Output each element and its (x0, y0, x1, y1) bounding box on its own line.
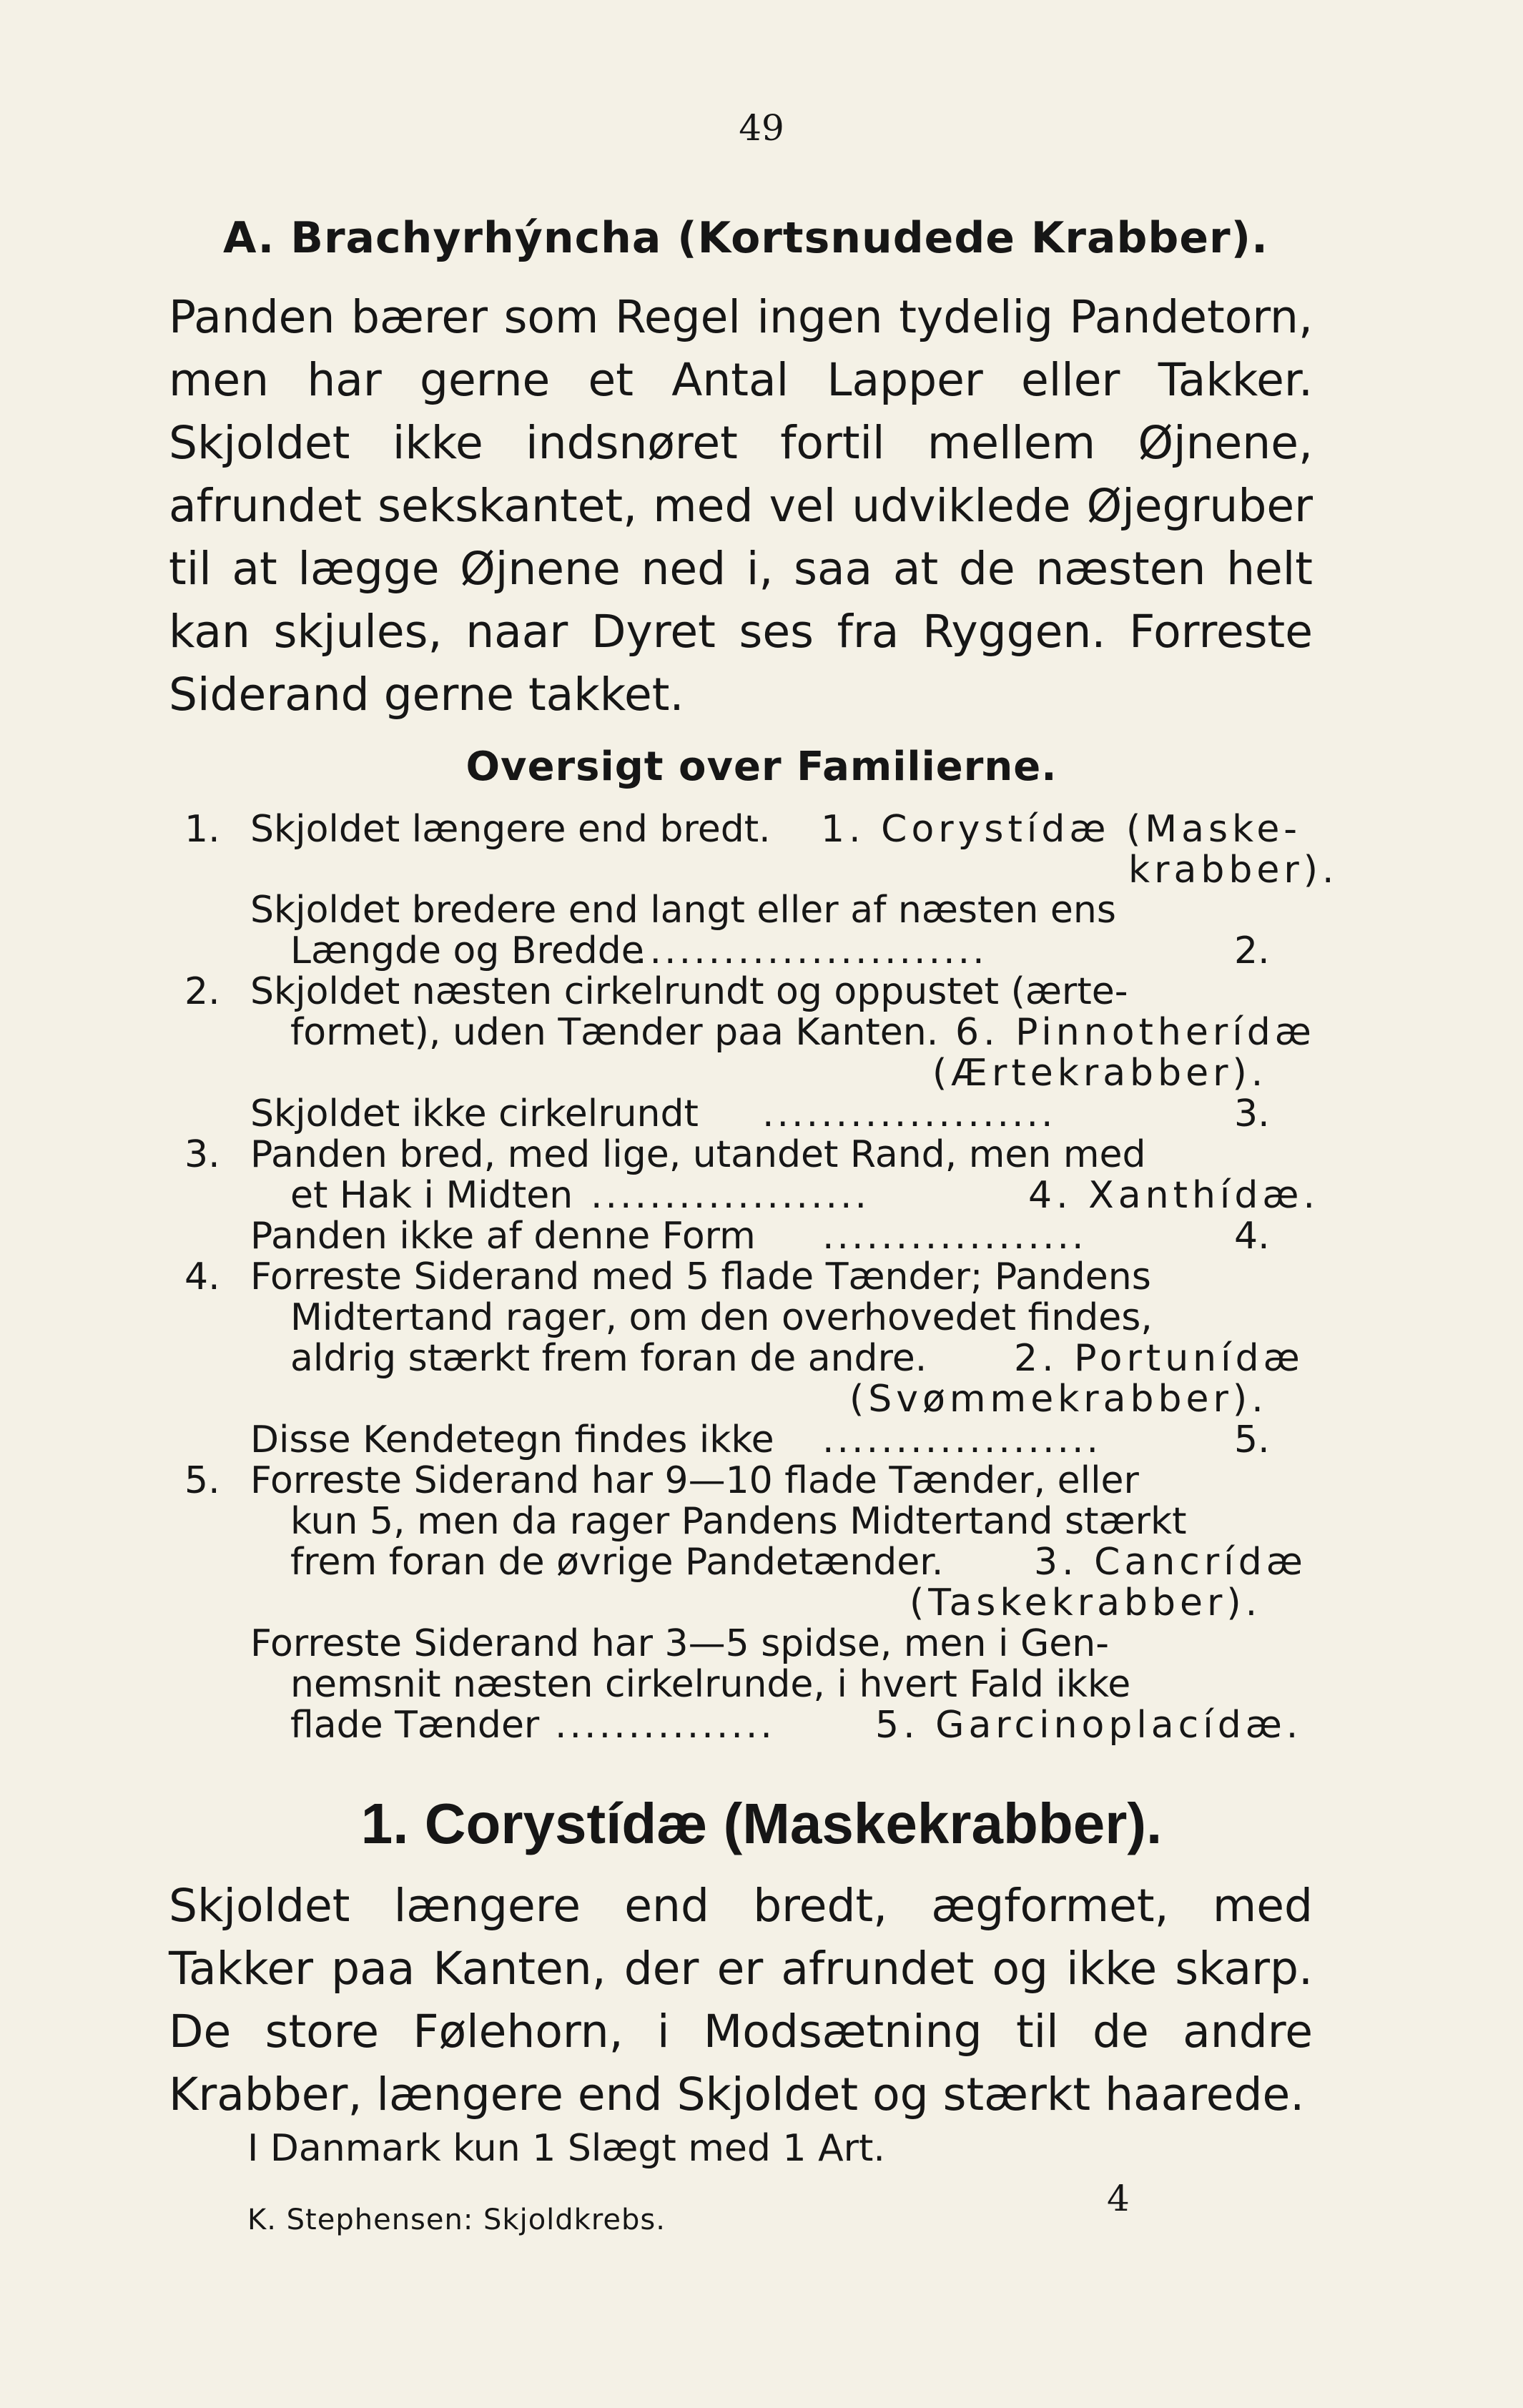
key-text: Forreste Siderand har 3—5 spidse, men i Gen- (250, 1622, 1110, 1665)
key-text: Panden ikke af denne Form (250, 1215, 756, 1258)
intro-paragraph: Panden bærer som Regel ingen tydelig Pandetorn, men har gerne et Antal Lapper eller Takker. Skjoldet ikke indsnøret fortil mellem Øjnene, afrundet sekskantet, med vel udviklede Øjegruber til at lægge Øjnene ned i, saa at de næsten helt kan skjules, naar Dyret ses fra Ryggen. Forreste Siderand gerne takket. (169, 291, 1313, 721)
key-text: kun 5, men da rager Pandens Midtertand stærkt (290, 1500, 1187, 1543)
key-result-cont: (Ærtekrabber). (932, 1052, 1268, 1095)
key-text: Skjoldet længere end bredt. (250, 808, 771, 851)
key-text: Forreste Siderand har 9—10 flade Tænder, eller (250, 1459, 1139, 1502)
key-result: 2. Portunídæ (1014, 1337, 1304, 1380)
key-reference: 5. (1234, 1418, 1270, 1461)
key-leader: .................... (762, 1092, 1056, 1135)
key-result: 1. Corystídæ (Maske- (821, 808, 1302, 851)
key-number: 1. (184, 808, 220, 851)
key-text: Skjoldet næsten cirkelrundt og oppustet (ærte- (250, 970, 1128, 1013)
key-number: 4. (184, 1255, 220, 1298)
denmark-note: I Danmark kun 1 Slægt med 1 Art. (247, 2127, 885, 2170)
key-text: Skjoldet bredere end langt eller af næsten ens (250, 889, 1116, 932)
key-text: flade Tænder (290, 1704, 540, 1747)
key-number: 3. (184, 1133, 220, 1176)
key-heading: Oversigt over Familierne. (465, 744, 1058, 790)
page-number: 49 (739, 107, 784, 149)
key-leader: .................. (822, 1215, 1087, 1258)
key-text: et Hak i Midten (290, 1174, 573, 1217)
key-text: Skjoldet ikke cirkelrundt (250, 1092, 699, 1135)
section-heading: A. Brachyrhýncha (Kortsnudede Krabber). (223, 213, 1268, 263)
key-leader: ................... (591, 1174, 870, 1217)
key-result: 5. Garcinoplacídæ. (875, 1704, 1303, 1747)
key-result: 4. Xanthídæ. (1028, 1174, 1319, 1217)
key-text: nemsnit næsten cirkelrunde, i hvert Fald ikke (290, 1663, 1131, 1706)
key-text: formet), uden Tænder paa Kanten. (290, 1011, 939, 1054)
key-leader: ............... (555, 1704, 775, 1747)
key-text: aldrig stærkt frem foran de andre. (290, 1337, 927, 1380)
key-result-cont: krabber). (1128, 849, 1339, 892)
key-text: frem foran de øvrige Pandetænder. (290, 1541, 944, 1584)
key-reference: 4. (1234, 1215, 1270, 1258)
key-result: 3. Cancrídæ (1034, 1541, 1307, 1584)
key-text: Panden bred, med lige, utandet Rand, men med (250, 1133, 1146, 1176)
key-number: 5. (184, 1459, 220, 1502)
key-text: Længde og Bredde (290, 929, 644, 972)
key-number: 2. (184, 970, 220, 1013)
key-text: Disse Kendetegn findes ikke (250, 1418, 774, 1461)
key-text: Midtertand rager, om den overhovedet findes, (290, 1296, 1153, 1339)
key-result: 6. Pinnotherídæ (955, 1011, 1316, 1054)
key-leader: ................... (822, 1418, 1102, 1461)
family-description: Skjoldet længere end bredt, ægformet, med Takker paa Kanten, der er afrundet og ikke skarp. De store Følehorn, i Modsætning til de andre Krabber, længere end Skjoldet og stærkt haarede. (169, 1880, 1313, 2121)
footer-author: K. Stephensen: Skjoldkrebs. (247, 2204, 666, 2236)
key-reference: 3. (1234, 1092, 1270, 1135)
key-result-cont: (Taskekrabber). (910, 1582, 1262, 1624)
signature-mark: 4 (1107, 2178, 1130, 2219)
key-text: Forreste Siderand med 5 flade Tænder; Pandens (250, 1255, 1151, 1298)
key-reference: 2. (1234, 929, 1270, 972)
family-heading: 1. Corystídæ (Maskekrabber). (360, 1792, 1163, 1855)
key-result-cont: (Svømmekrabber). (849, 1378, 1268, 1421)
key-leader: ........................ (635, 929, 987, 972)
